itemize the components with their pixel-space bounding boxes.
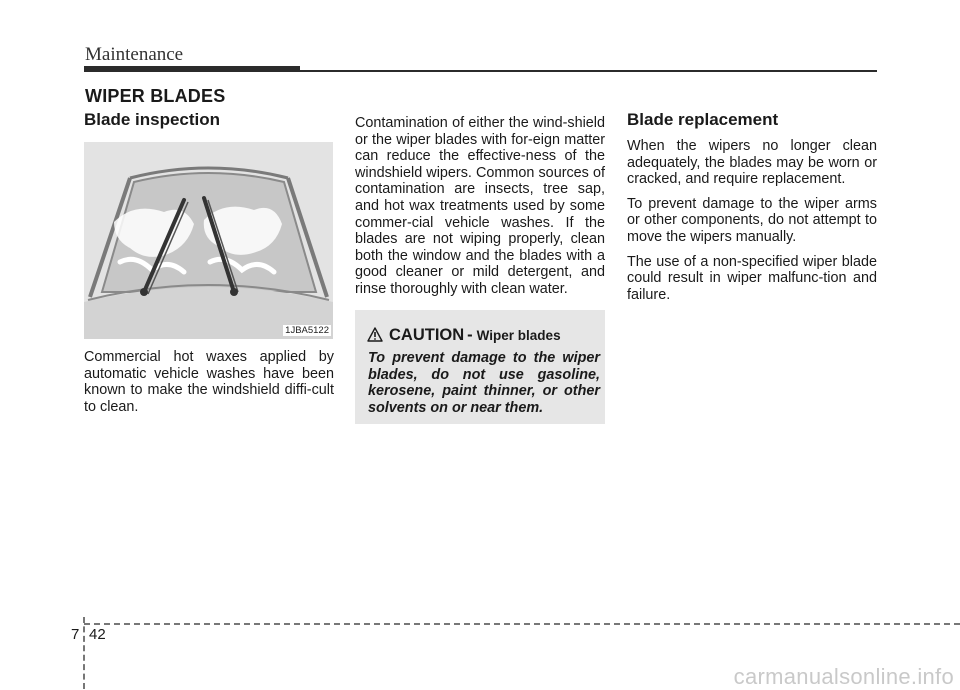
windshield-wiper-illustration: [84, 142, 333, 339]
caution-separator: -: [467, 326, 473, 344]
column-middle: [355, 115, 605, 306]
caution-label: CAUTION: [389, 326, 465, 344]
header-bar: [84, 66, 300, 72]
header-rule: [300, 70, 877, 72]
footer-divider: [83, 617, 85, 689]
replacement-heading: Blade replacement: [627, 110, 779, 129]
caution-text: To prevent damage to the wiper blades, do not use gasoline, kerosene, paint thinner, or other solvents on or near them.: [368, 350, 600, 416]
caution-subject: Wiper blades: [476, 328, 561, 343]
replacement-paragraph: To prevent damage to the wiper arms or other components, do not attempt to move the wipers manually.: [627, 195, 877, 245]
replacement-paragraph: When the wipers no longer clean adequately, the blades may be worn or cracked, and require replacement.: [627, 138, 877, 188]
inspection-paragraph-1: Commercial hot waxes applied by automatic vehicle washes have been known to make the windshield diffi-cult to clean.: [84, 349, 334, 415]
footer-rule: [84, 623, 960, 625]
caution-header: [367, 325, 561, 345]
caution-box: [355, 310, 605, 424]
column-right: [627, 110, 877, 311]
chapter-number: 7: [71, 626, 80, 643]
watermark-link[interactable]: carmanualsonline.info: [733, 664, 954, 689]
inspection-heading: Blade inspection: [84, 110, 221, 129]
figure-code: 1JBA5122: [285, 325, 329, 336]
section-name: Maintenance: [85, 44, 184, 65]
column-left: [84, 110, 334, 423]
replacement-paragraph: The use of a non-specified wiper blade could result in wiper malfunc-tion and failure.: [627, 253, 877, 303]
page-number: 42: [89, 626, 106, 643]
warning-triangle-icon: [367, 327, 383, 347]
page-title: WIPER BLADES: [85, 86, 226, 106]
windshield-drawing: [84, 142, 333, 339]
inspection-paragraph-2: Contamination of either the wind-shield or the wiper blades with for-eign matter can reduce the effective-ness of the windshield wipers. Common sources of contamination are insects, tree sap, and hot wax treatments used by some commer-cial vehicle washes. If the blades are not wiping properly, clean both the window and the blades with a good cleaner or mild detergent, and rinse thoroughly with clean water.: [355, 115, 605, 297]
